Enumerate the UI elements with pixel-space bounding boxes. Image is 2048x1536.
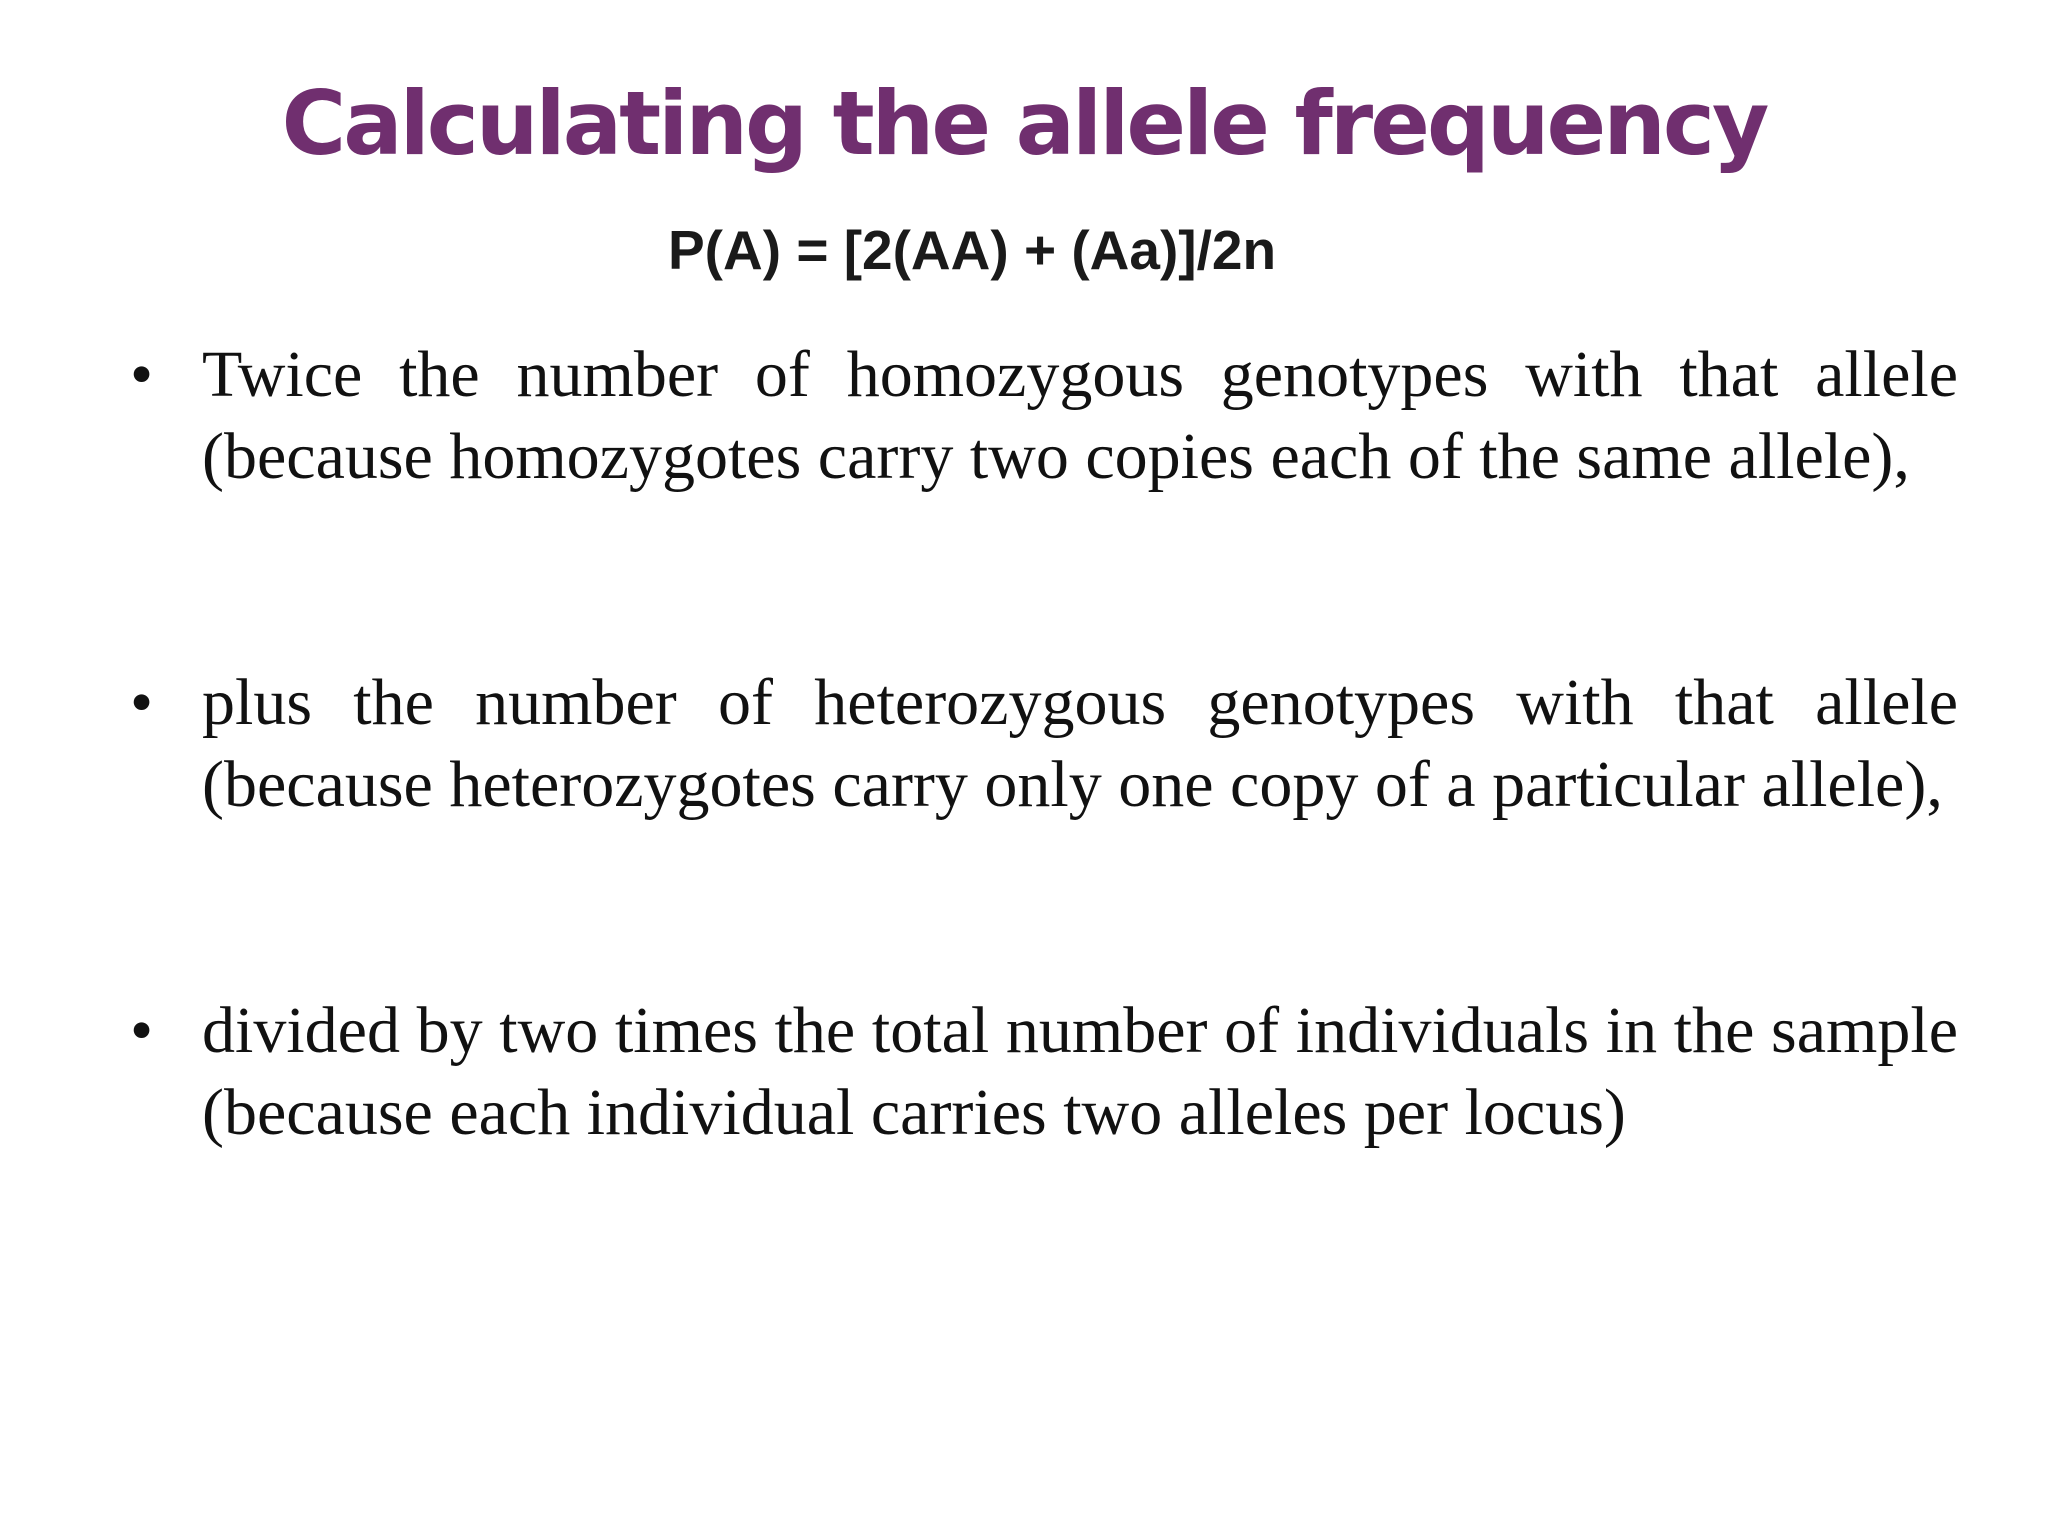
slide-title: Calculating the allele frequency — [281, 72, 1767, 175]
bullet-icon: • — [130, 666, 154, 739]
bullet-text: divided by two times the total number of individuals in the sample (because each individual carries two alleles per locus) — [202, 994, 1958, 1149]
allele-frequency-formula: P(A) = [2(AA) + (Aa)]/2n — [668, 219, 1277, 281]
bullet-icon: • — [130, 994, 154, 1067]
bullet-icon: • — [130, 338, 154, 411]
bullet-text: Twice the number of homozygous genotypes with that allele (because homozygotes carry two copies each of the same allele), — [202, 338, 1958, 493]
bullet-text: plus the number of heterozygous genotypes with that allele (because heterozygotes carry only one copy of a particular allele), — [202, 666, 1958, 821]
